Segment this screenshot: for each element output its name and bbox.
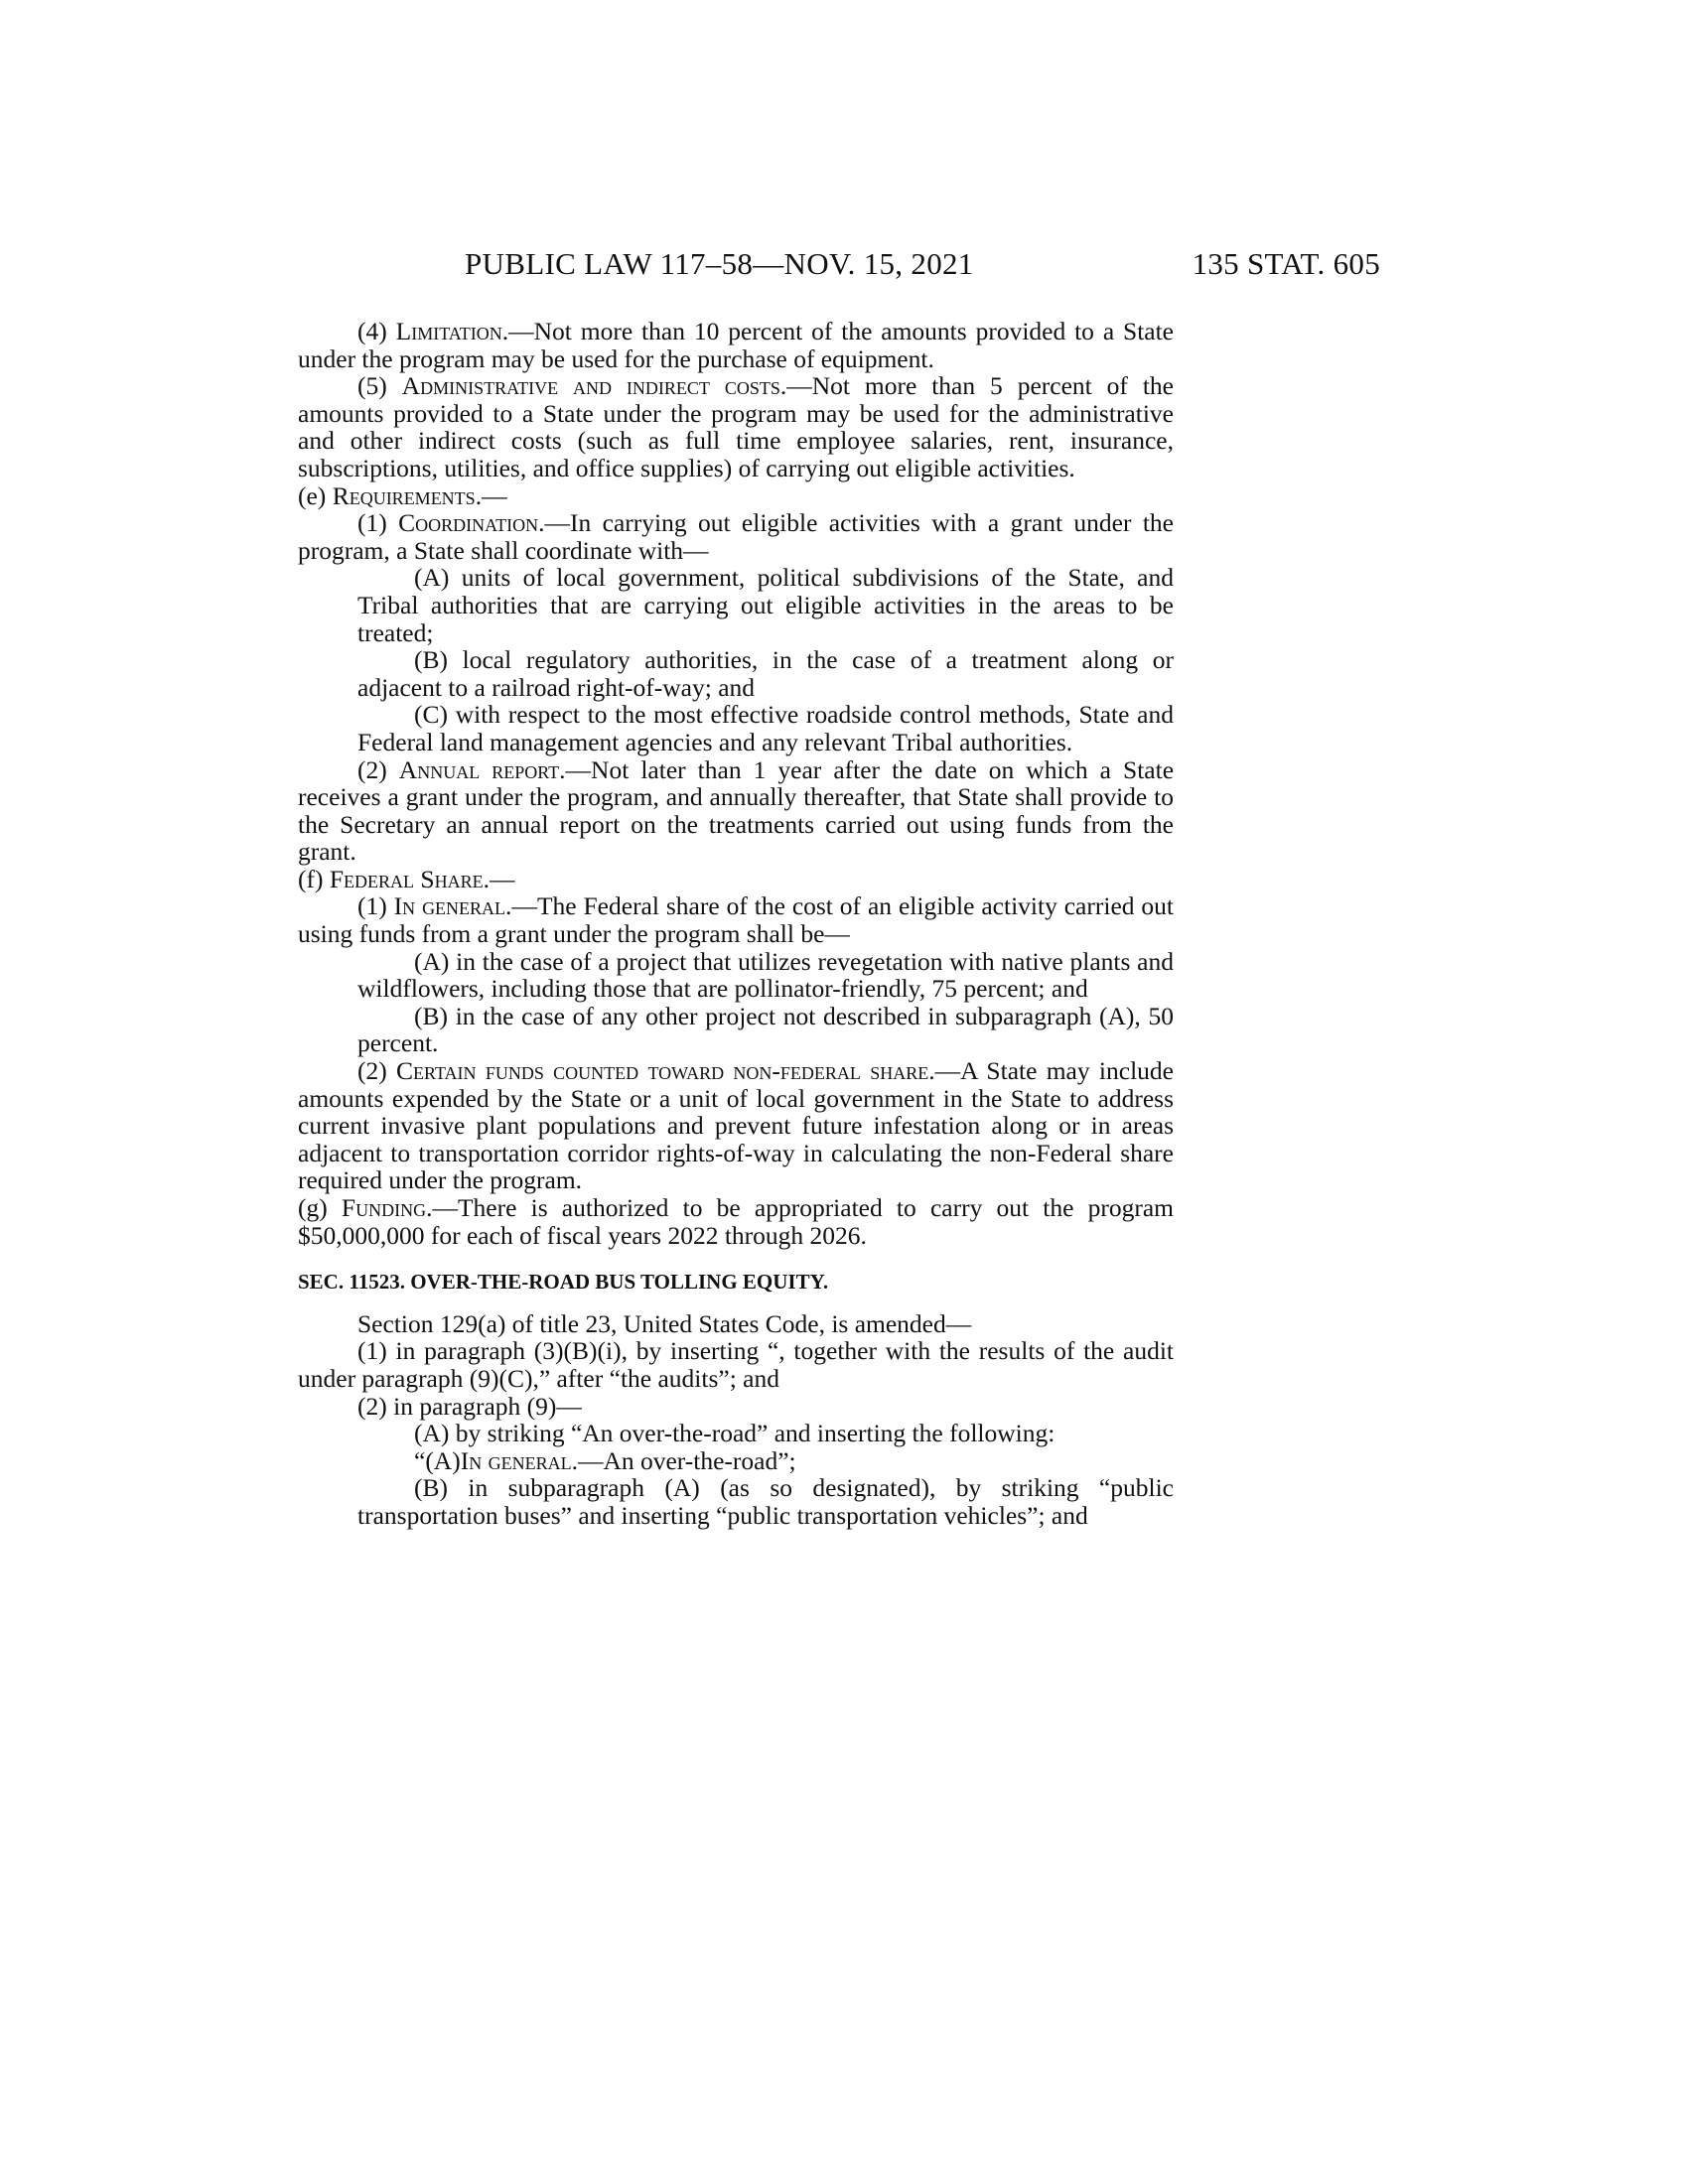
subparagraph-e1A: (A) units of local government, political subdivisions of the State, and Tribal authorities that are carrying out eligible activities in the areas to be treated; (357, 563, 1174, 647)
subsection-g: (g) Funding.—There is authorized to be appropriated to carry out the program $50,000,000 for each of fiscal years 2022 through 2026. (298, 1193, 1174, 1250)
page-header (298, 246, 1380, 286)
running-head-title: PUBLIC LAW 117–58—NOV. 15, 2021 (465, 246, 974, 281)
paragraph-d4: (4) Limitation.—Not more than 10 percent of the amounts provided to a State under the program may be used for the purchase of equipment. (298, 317, 1175, 373)
amendment-2A: (A) by striking “An over-the-road” and inserting the following: (414, 1419, 1055, 1448)
subsection-f-heading: (f) Federal Share.— (298, 864, 515, 893)
paragraph-e1: (1) Coordination.—In carrying out eligible activities with a grant under the program, a State shall coordinate with— (298, 508, 1174, 565)
paragraph-e2: (2) Annual report.—Not later than 1 year after the date on which a State receives a grant under the program, and annually thereafter, that State shall provide to the Secretary an annual report on the treatments carried out using funds from the grant. (298, 754, 1175, 867)
amendment-2B: (B) in subparagraph (A) (as so designated), by striking “public transportation buses” and inserting “public transportation vehicles”; and (357, 1473, 1174, 1530)
subparagraph-e1B: (B) local regulatory authorities, in the case of a treatment along or adjacent to a railroad right-of-way; and (357, 645, 1174, 702)
subparagraph-f1B: (B) in the case of any other project not described in subparagraph (A), 50 percent. (357, 1001, 1174, 1058)
paragraph-f2: (2) Certain funds counted toward non-federal share.—A State may include amounts expended by the State or a unit of local government in the State to address current invasive plant populations and prevent future infestation along or in areas adjacent to transportation corridor rights-of-way in calculating the non-Federal share required under the program. (298, 1056, 1174, 1195)
inserted-text-A: “(A)In general.—An over-the-road”; (414, 1445, 796, 1475)
document-body (298, 318, 1174, 1530)
subparagraph-e1C: (C) with respect to the most effective roadside control methods, State and Federal land management agencies and any relevant Tribal authorities. (357, 700, 1174, 756)
section-intro: Section 129(a) of title 23, United States Code, is amended— (357, 1308, 972, 1338)
paragraph-f1: (1) In general.—The Federal share of the cost of an eligible activity carried out using funds from a grant under the program shall be— (298, 891, 1175, 949)
section-heading: SEC. 11523. OVER-THE-ROAD BUS TOLLING EQUITY. (298, 1270, 829, 1295)
paragraph-d5: (5) Administrative and indirect costs.—Not more than 5 percent of the amounts provided to a State under the program may be used for the administrative and other indirect costs (such as full time employee salaries, rent, insurance, subscriptions, utilities, and office supplies) of carrying out eligible activities. (298, 371, 1174, 482)
amendment-2: (2) in paragraph (9)— (357, 1391, 582, 1421)
subparagraph-f1A: (A) in the case of a project that utilizes revegetation with native plants and wildflowers, including those that are pollinator-friendly, 75 percent; and (357, 946, 1174, 1004)
amendment-1: (1) in paragraph (3)(B)(i), by inserting “, together with the results of the audit under paragraph (9)(C),” after “the audits”; and (298, 1336, 1174, 1393)
statute-page-number: 135 STAT. 605 (1192, 246, 1380, 281)
subsection-e-heading: (e) Requirements.— (298, 480, 507, 510)
